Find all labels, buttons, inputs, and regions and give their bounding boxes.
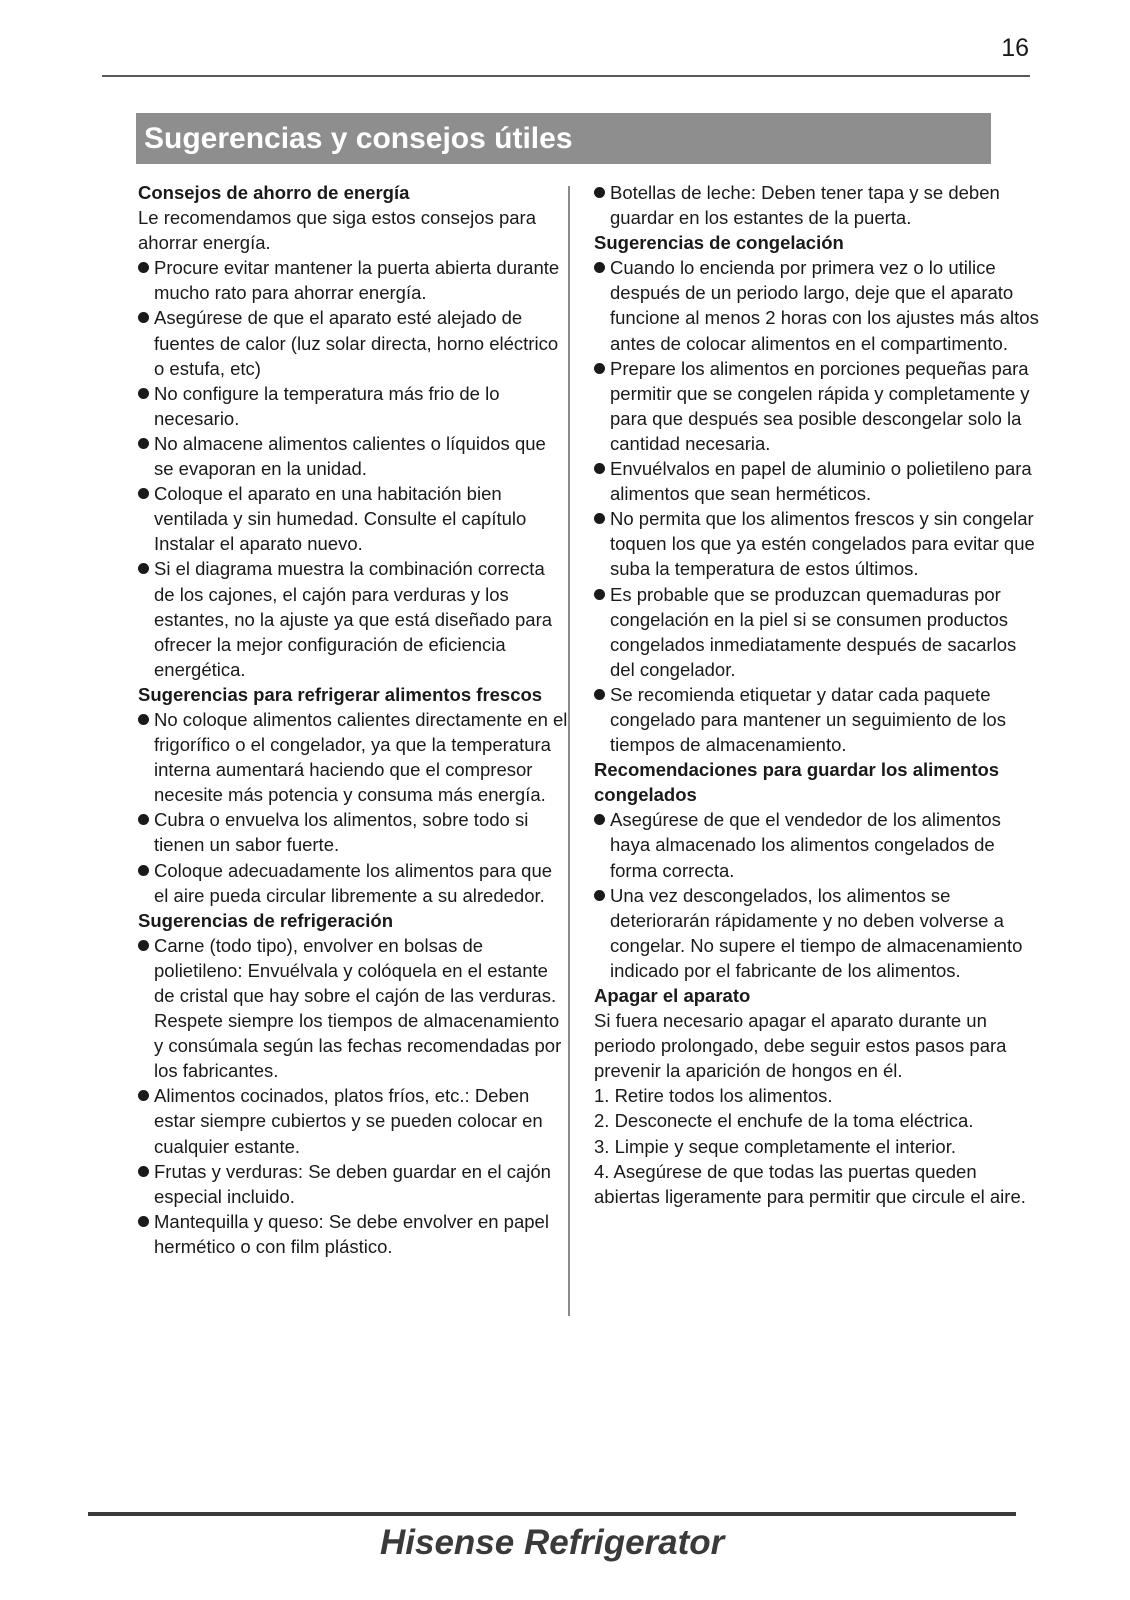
list-item: Una vez descongelados, los alimentos se deteriorarán rápidamente y no deben volverse a congelar. No supere el tiempo de almacenamiento indicado por el fabricante de los alimentos. [594,883,1044,983]
list-item: No permita que los alimentos frescos y sin congelar toquen los que ya estén congelados para evitar que suba la temperatura de estos últimos. [594,506,1044,581]
left-column [138,180,568,1259]
list-item: Asegúrese de que el vendedor de los alimentos haya almacenado los alimentos congelados de forma correcta. [594,807,1044,882]
list-item: Se recomienda etiquetar y datar cada paquete congelado para mantener un seguimiento de los tiempos de almacenamiento. [594,682,1044,757]
list-item: Cuando lo encienda por primera vez o lo utilice después de un periodo largo, deje que el aparato funcione al menos 2 horas con los ajustes más altos antes de colocar alimentos en el compartimento. [594,255,1044,355]
list-item: No almacene alimentos calientes o líquidos que se evaporan en la unidad. [138,431,568,481]
energy-saving-heading: Consejos de ahorro de energía [138,182,410,203]
list-item: Frutas y verduras: Se deben guardar en el cajón especial incluido. [138,1159,568,1209]
list-item: Prepare los alimentos en porciones pequeñas para permitir que se congelen rápida y completamente y para que después sea posible descongelar solo la cantidad necesaria. [594,356,1044,456]
section-title: Sugerencias y consejos útiles [136,113,991,164]
bottom-rule [88,1512,1016,1516]
list-item: Coloque adecuadamente los alimentos para que el aire pueda circular libremente a su alrededor. [138,858,568,908]
list-item: Asegúrese de que el aparato esté alejado de fuentes de calor (luz solar directa, horno eléctrico o estufa, etc) [138,305,568,380]
energy-saving-intro: Le recomendamos que siga estos consejos para ahorrar energía. [138,207,536,254]
list-item: No configure la temperatura más frio de lo necesario. [138,381,568,431]
refrigeration-heading: Sugerencias de refrigeración [138,909,393,931]
step-item: 2. Desconecte el enchufe de la toma eléctrica. [594,1110,974,1132]
list-item: Es probable que se produzcan quemaduras por congelación en la piel si se consumen productos congelados inmediatamente después de sacarlos del congelador. [594,582,1044,682]
list-item: Cubra o envuelva los alimentos, sobre todo si tienen un sabor fuerte. [138,807,568,857]
list-item: Procure evitar mantener la puerta abierta durante mucho rato para ahorrar energía. [138,255,568,305]
frozen-storage-heading: Recomendaciones para guardar los alimentos congelados [594,759,1000,806]
right-column [594,180,1044,1209]
list-item: Botellas de leche: Deben tener tapa y se deben guardar en los estantes de la puerta. [594,180,1044,230]
list-item: Envuélvalos en papel de aluminio o polietileno para alimentos que sean herméticos. [594,456,1044,506]
list-item: Mantequilla y queso: Se debe envolver en papel hermético o con film plástico. [138,1209,568,1259]
switch-off-heading: Apagar el aparato [594,985,751,1006]
list-item: No coloque alimentos calientes directamente en el frigorífico o el congelador, ya que la temperatura interna aumentará haciendo que el compresor necesite más potencia y consuma más energía. [138,707,568,807]
page-number: 16 [1001,34,1029,62]
list-item: Carne (todo tipo), envolver en bolsas de polietileno: Envuélvala y colóquela en el estante de cristal que hay sobre el cajón de las verduras. Respete siempre los tiempos de almacenamiento y consúmala según las fechas recomendadas por los fabricantes. [138,933,568,1084]
step-item: 4. Asegúrese de que todas las puertas queden abiertas ligeramente para permitir que circule el aire. [594,1160,1026,1207]
top-rule [102,75,1030,77]
footer-brand-logo: Hisense Refrigerator [380,1523,725,1562]
list-item: Coloque el aparato en una habitación bien ventilada y sin humedad. Consulte el capítulo Instalar el aparato nuevo. [138,481,568,556]
freezing-heading: Sugerencias de congelación [594,232,844,254]
list-item: Si el diagrama muestra la combinación correcta de los cajones, el cajón para verduras y los estantes, no la ajuste ya que está diseñado para ofrecer la mejor configuración de eficiencia energética. [138,556,568,681]
column-divider [568,186,570,1316]
fresh-food-heading: Sugerencias para refrigerar alimentos frescos [138,683,543,705]
step-item: 3. Limpie y seque completamente el interior. [594,1135,956,1157]
step-item: 1. Retire todos los alimentos. [594,1085,833,1107]
list-item: Alimentos cocinados, platos fríos, etc.: Deben estar siempre cubiertos y se pueden colocar en cualquier estante. [138,1083,568,1158]
switch-off-intro: Si fuera necesario apagar el aparato durante un periodo prolongado, debe seguir estos pasos para prevenir la aparición de hongos en él. [594,1010,1007,1082]
